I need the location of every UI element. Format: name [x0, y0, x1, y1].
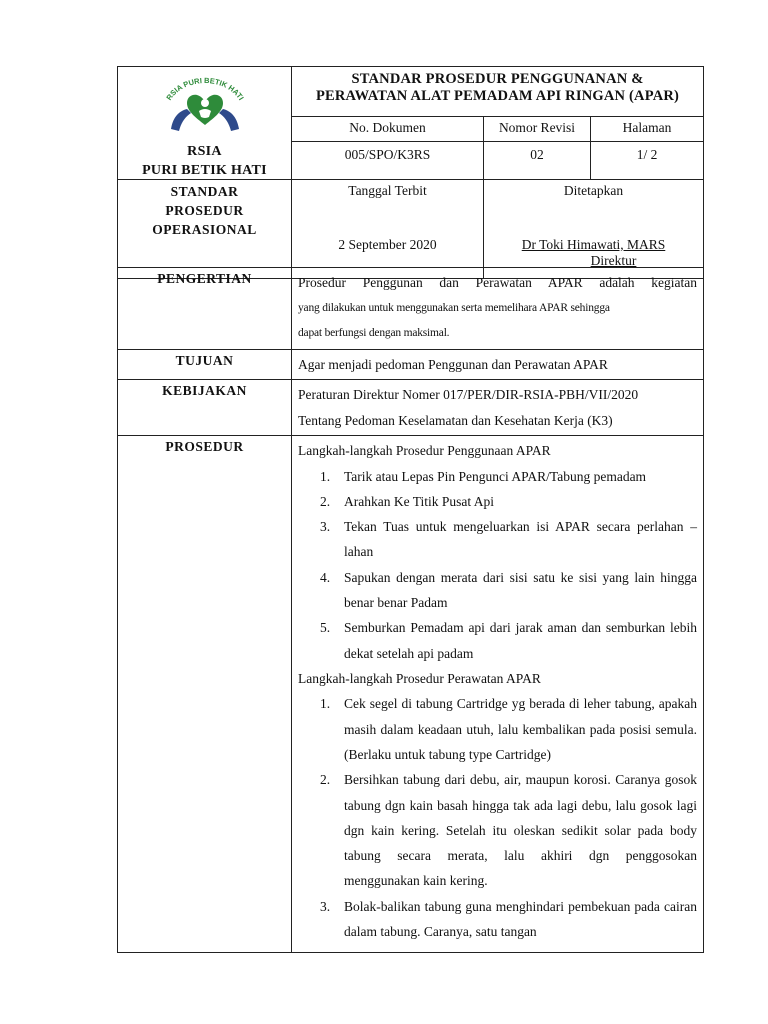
perawatan-heading: Langkah-langkah Prosedur Perawatan APAR: [298, 670, 541, 686]
logo-arc-text: RSIA PURI BETIK HATI: [163, 75, 246, 102]
pengertian-line3: dapat berfungsi dengan maksimal.: [298, 327, 450, 339]
doc-no-label: No. Dokumen: [292, 116, 484, 141]
doc-no-value: 005/SPO/K3RS: [292, 141, 484, 179]
issue-date-cell: [292, 180, 484, 279]
kebijakan-text: [292, 380, 704, 436]
pengertian-line2: yang dilakukan untuk menggunakan serta memelihara APAR sehingga: [298, 301, 610, 314]
kebijakan-label: KEBIJAKAN: [118, 380, 292, 436]
sop-line1: STANDAR: [170, 184, 239, 199]
page-label: Halaman: [591, 116, 704, 141]
org-name-line1: RSIA: [187, 144, 222, 159]
document-title: [292, 67, 704, 117]
hospital-logo: [157, 73, 253, 137]
penggunaan-heading: Langkah-langkah Prosedur Penggunaan APAR: [298, 443, 551, 458]
pengertian-line1: Prosedur Penggunan dan Perawatan APAR adalah kegiatan: [298, 275, 697, 290]
page-value: 1/ 2: [591, 141, 704, 179]
list-item: 4. Sapukan dengan merata dari sisi satu ke sisi yang lain hingga benar benar Padam: [320, 569, 697, 610]
approved-label: Ditetapkan: [563, 183, 624, 198]
list-item: 1. Tarik atau Lepas Pin Pengunci APAR/Tabung pemadam: [320, 468, 647, 484]
sop-line2: PROSEDUR: [165, 203, 244, 218]
document-header: [117, 66, 704, 279]
prosedur-label: PROSEDUR: [118, 436, 292, 953]
sop-label: [118, 180, 292, 279]
pengertian-text: [292, 268, 704, 350]
list-item: 3. Bolak-balikan tabung guna menghindari pembekuan pada cairan dalam tabung. Caranya, satu tangan: [320, 898, 697, 940]
logo-cell: [118, 67, 292, 180]
perawatan-list: [298, 691, 697, 944]
revision-value: 02: [484, 141, 591, 179]
list-item: 2. Arahkan Ke Titik Pusat Api: [320, 493, 495, 509]
prosedur-content: [292, 436, 704, 953]
list-item: 3. Tekan Tuas untuk mengeluarkan isi APAR secara perlahan – lahan: [320, 519, 697, 560]
kebijakan-line2: Tentang Pedoman Keselamatan dan Kesehatan Kerja (K3): [298, 412, 613, 428]
revision-label: Nomor Revisi: [484, 116, 591, 141]
penggunaan-list: [298, 464, 697, 666]
sop-body: [117, 267, 704, 953]
issue-label: Tanggal Terbit: [348, 183, 427, 198]
tujuan-label: TUJUAN: [118, 349, 292, 380]
approver-name: Dr Toki Himawati, MARS: [521, 237, 666, 252]
list-item: 2. Bersihkan tabung dari debu, air, maupun korosi. Caranya gosok tabung dgn kain basah hingga tak ada lagi debu, lalu gosok lagi dgn kain kering. Setelah itu oleskan sedikit solar pada body tabung secara merata, lalu akhiri dgn penggosokan menggunakan kain kering.: [320, 772, 697, 889]
issue-date: 2 September 2020: [338, 237, 437, 252]
title-line1: STANDAR PROSEDUR PENGGUNANAN &: [351, 71, 644, 87]
svg-text:RSIA PURI BETIK HATI: [164, 76, 245, 102]
list-item: 5. Semburkan Pemadam api dari jarak aman dan semburkan lebih dekat setelah api padam: [320, 620, 697, 661]
kebijakan-line1: Peraturan Direktur Nomer 017/PER/DIR-RSIA-PBH/VII/2020: [298, 387, 639, 402]
title-line2: PERAWATAN ALAT PEMADAM API RINGAN (APAR): [315, 88, 680, 104]
approval-cell: [484, 180, 704, 279]
tujuan-text: Agar menjadi pedoman Penggunan dan Perawatan APAR: [292, 349, 704, 380]
list-item: 1. Cek segel di tabung Cartridge yg berada di leher tabung, apakah masih dalam keadaan utuh, lalu kembalikan pada posisi semula. (Berlaku untuk tabung type Cartridge): [320, 696, 697, 762]
approver-title: Direktur: [590, 253, 637, 268]
sop-line3: OPERASIONAL: [152, 222, 257, 237]
org-name-line2: PURI BETIK HATI: [142, 163, 267, 178]
pengertian-label: PENGERTIAN: [118, 268, 292, 350]
